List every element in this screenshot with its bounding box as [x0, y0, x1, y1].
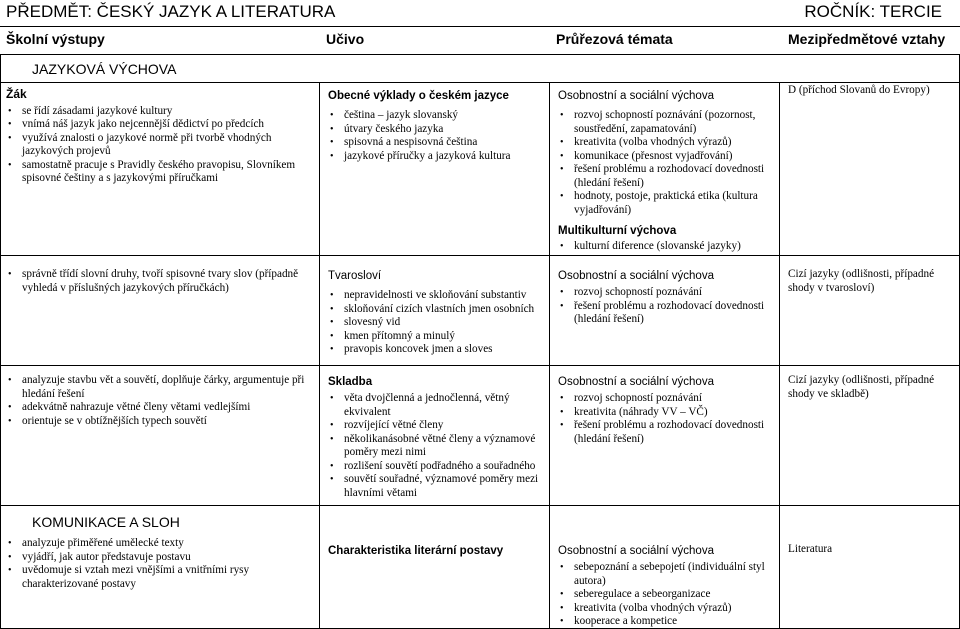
list-item: • pravopis koncovek jmen a sloves — [328, 343, 543, 357]
list-item: • kreativita (volba vhodných výrazů) — [558, 602, 773, 616]
list-item: • sebepoznání a sebepojetí (individuální styl autora) — [558, 561, 773, 588]
list-item: • orientuje se v obtížnějších typech souvětí — [6, 415, 316, 429]
list-item: • útvary českého jazyka — [328, 123, 543, 137]
list-item: • řešení problému a rozhodovací dovednosti (hledání řešení) — [558, 300, 773, 327]
list-item: • správně třídí slovní druhy, tvoří spisovné tvary slov (případně vyhledá v příslušných jazykových příručkách) — [6, 268, 306, 295]
row-3-cross-topics — [558, 376, 773, 446]
column-headers — [0, 27, 960, 55]
section-heading-communication: KOMUNIKACE A SLOH — [32, 514, 180, 530]
list-item: • věta dvojčlenná a jednočlenná, větný ekvivalent — [328, 392, 543, 419]
list-item: • rozvoj schopností poznávání — [558, 286, 773, 300]
list-item: • využívá znalosti o jazykové normě při tvorbě vhodných jazykových projevů — [6, 132, 306, 159]
list-item: • komunikace (přesnost vyjadřování) — [558, 150, 773, 164]
curriculum-list — [328, 109, 543, 163]
row-2-outputs — [6, 268, 306, 295]
cross-topic-list — [558, 561, 773, 629]
grid-line — [779, 82, 780, 629]
pupil-label: Žák — [6, 87, 27, 101]
curriculum-title: Skladba — [328, 376, 373, 388]
list-item: • samostatně pracuje s Pravidly českého pravopisu, Slovníkem spisovné češtiny a s jazykovými příručkami — [6, 159, 306, 186]
list-item: • skloňování cizích vlastních jmen osobních — [328, 303, 543, 317]
row-1-curriculum — [328, 90, 543, 163]
list-item: • rozvoj schopností poznávání (pozornost, soustředění, zapamatování) — [558, 109, 773, 136]
list-item: • několikanásobné větné členy a významové poměry mezi nimi — [328, 433, 543, 460]
curriculum-title: Tvarosloví — [328, 270, 382, 282]
cross-topic-title-2: Multikulturní výchova — [558, 225, 677, 237]
grade-title: ROČNÍK: TERCIE — [804, 2, 942, 21]
grid-line — [0, 255, 960, 256]
list-item: • analyzuje přiměřené umělecké texty — [6, 537, 306, 551]
list-item: • adekvátně nahrazuje větné členy větami vedlejšími — [6, 401, 316, 415]
list-item: • rozvoj schopností poznávání — [558, 392, 773, 406]
list-item: • rozlišení souvětí podřadného a souřadného — [328, 460, 543, 474]
row-3-curriculum — [328, 376, 543, 500]
cross-topic-title: Osobnostní a sociální výchova — [558, 545, 714, 557]
row-3-outputs — [6, 374, 316, 428]
curriculum-list — [328, 289, 543, 357]
row-1-outputs — [6, 88, 306, 186]
outputs-list — [6, 537, 306, 591]
grid-line — [0, 505, 960, 506]
list-item: • kulturní diference (slovanské jazyky) — [558, 240, 773, 254]
grid-line — [319, 82, 320, 629]
grid-line — [0, 365, 960, 366]
curriculum-title: Obecné výklady o českém jazyce — [328, 90, 509, 102]
column-header-outputs: Školní výstupy — [6, 31, 105, 47]
cross-topic-title: Osobnostní a sociální výchova — [558, 270, 714, 282]
list-item: • čeština – jazyk slovanský — [328, 109, 543, 123]
cross-topic-list — [558, 392, 773, 446]
list-item: • rozvíjející větné členy — [328, 419, 543, 433]
row-3-relation: Cizí jazyky (odlišnosti, případné shody ve skladbě) — [788, 374, 935, 400]
cross-topic-list — [558, 109, 773, 217]
cross-topic-list — [558, 286, 773, 327]
list-item: • kmen přítomný a minulý — [328, 330, 543, 344]
row-1-relation: D (příchod Slovanů do Evropy) — [788, 84, 930, 96]
column-header-relations: Mezipředmětové vztahy — [788, 31, 946, 47]
row-2-relation: Cizí jazyky (odlišnosti, případné shody v tvarosloví) — [788, 268, 935, 294]
list-item: • se řídí zásadami jazykové kultury — [6, 105, 306, 119]
row-4-outputs — [6, 537, 306, 591]
row-2-curriculum — [328, 270, 543, 357]
column-header-curriculum: Učivo — [326, 31, 365, 47]
grid-line — [0, 54, 1, 629]
list-item: • jazykové příručky a jazyková kultura — [328, 150, 543, 164]
curriculum-list — [328, 392, 543, 500]
cross-topic-title: Osobnostní a sociální výchova — [558, 376, 714, 388]
list-item: • slovesný vid — [328, 316, 543, 330]
list-item: • řešení problému a rozhodovací dovednosti (hledání řešení) — [558, 419, 773, 446]
list-item: • analyzuje stavbu vět a souvětí, doplňuje čárky, argumentuje při hledání řešení — [6, 374, 316, 401]
list-item: • řešení problému a rozhodovací dovednosti (hledání řešení) — [558, 163, 773, 190]
outputs-list — [6, 268, 306, 295]
outputs-list — [6, 374, 316, 428]
row-4-curriculum — [328, 545, 543, 564]
list-item: • vnímá náš jazyk jako nejcennější dědictví po předcích — [6, 118, 306, 132]
outputs-list — [6, 105, 306, 186]
grid-line — [549, 82, 550, 629]
page-header — [0, 0, 960, 27]
list-item: • uvědomuje si vztah mezi vnějšími a vnitřními rysy charakterizované postavy — [6, 564, 306, 591]
column-header-cross-topics: Průřezová témata — [556, 31, 673, 47]
row-2-cross-topics — [558, 270, 773, 327]
row-1-cross-topics — [558, 90, 773, 254]
section-heading-language: JAZYKOVÁ VÝCHOVA — [32, 61, 177, 77]
list-item: • souvětí souřadné, významové poměry mezi hlavními větami — [328, 473, 543, 500]
curriculum-title: Charakteristika literární postavy — [328, 545, 504, 557]
list-item: • kreativita (náhrady VV – VČ) — [558, 406, 773, 420]
list-item: • nepravidelnosti ve skloňování substantiv — [328, 289, 543, 303]
cross-topic-title: Osobnostní a sociální výchova — [558, 90, 714, 102]
list-item: • spisovná a nespisovná čeština — [328, 136, 543, 150]
grid-line — [0, 82, 960, 83]
row-4-relation: Literatura — [788, 543, 833, 555]
cross-topic-list-2 — [558, 240, 773, 254]
list-item: • seberegulace a sebeorganizace — [558, 588, 773, 602]
list-item: • hodnoty, postoje, praktická etika (kultura vyjadřování) — [558, 190, 773, 217]
row-4-cross-topics — [558, 545, 773, 629]
subject-title: PŘEDMĚT: ČESKÝ JAZYK A LITERATURA — [6, 2, 336, 21]
list-item: • kooperace a kompetice — [558, 615, 773, 629]
list-item: • vyjádří, jak autor představuje postavu — [6, 551, 306, 565]
list-item: • kreativita (volba vhodných výrazů) — [558, 136, 773, 150]
